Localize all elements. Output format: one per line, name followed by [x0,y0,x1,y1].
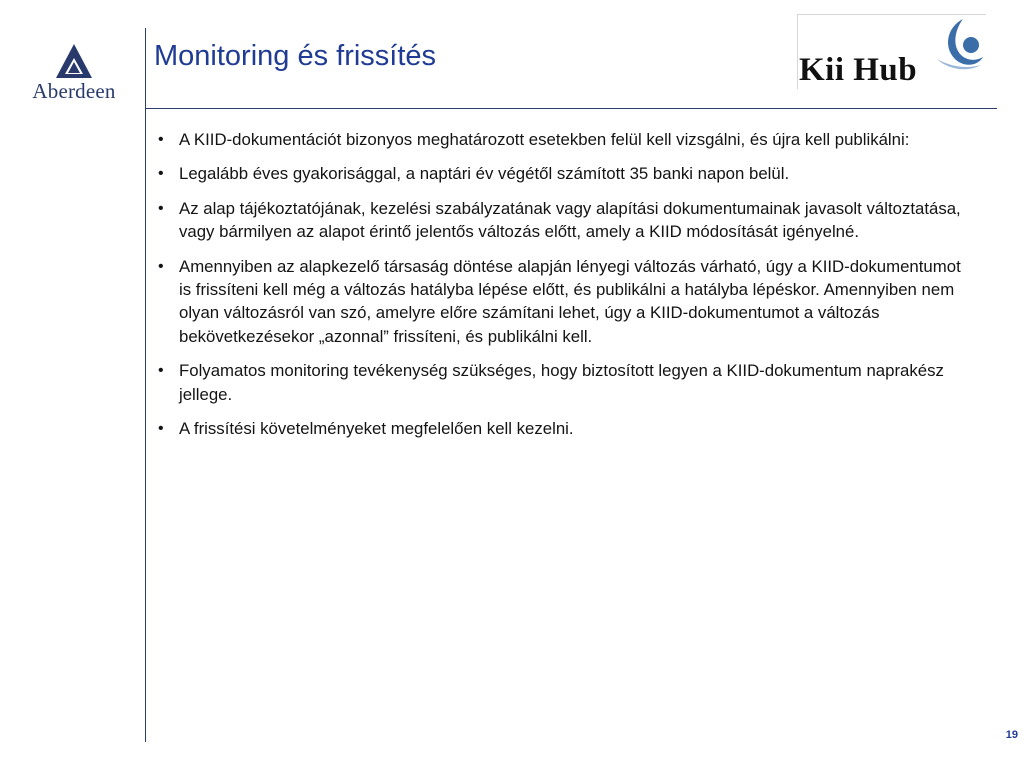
bullet-text: Az alap tájékoztatójának, kezelési szabályzatának vagy alapítási dokumentumainak javasolt változtatása, vagy bármilyen az alapot érintő jelentős változás előtt, amely a KIID módosítását igényelné. [179,198,961,242]
bullet-item [156,197,976,244]
bullet-dot: • [158,420,164,438]
vertical-divider [145,28,146,742]
bullet-item [156,417,976,440]
bullet-list [156,128,976,451]
slide-title: Monitoring és frissítés [154,40,437,72]
bullet-dot: • [158,199,164,217]
bullet-item [156,128,976,151]
bullet-dot: • [158,131,164,148]
bullet-item [156,255,976,349]
kii-hub-logo [797,14,986,89]
page-number: 19 [1005,729,1018,741]
bullet-text: Legalább éves gyakorisággal, a naptári év végétől számított 35 banki napon belül. [179,164,790,184]
bullet-text: Folyamatos monitoring tevékenység szükséges, hogy biztosított legyen a KIID-dokumentum naprakész jellege. [179,361,944,404]
bullet-dot: • [158,165,164,183]
kii-hub-wordmark: Kii Hub [799,52,918,88]
header-divider [145,108,997,109]
aberdeen-triangle-icon [56,44,92,78]
bullet-item [156,162,976,185]
bullet-text: Amennyiben az alapkezelő társaság döntése alapján lényegi változás várható, úgy a KIID-dokumentumot is frissíteni kell még a változás hatályba lépése előtt, és publikálni a hatályba lépéskor. Amennyiben nem olyan változásról van szó, amelyre előre számítani lehet, úgy a KIID-dokumentumot a változás bekövetkezésekor „azonnal” frissíteni, és publikálni kell. [179,256,961,346]
bullet-text: A KIID-dokumentációt bizonyos meghatározott esetekben felül kell vizsgálni, és újra kell publikálni: [179,130,910,149]
bullet-text: A frissítési követelményeket megfelelően kell kezelni. [179,419,574,439]
bullet-dot: • [158,362,164,380]
bullet-item [156,359,976,406]
kii-hub-swoosh-icon [933,17,985,73]
aberdeen-logo [18,44,130,106]
bullet-dot: • [158,257,164,275]
aberdeen-wordmark: Aberdeen [32,79,116,103]
